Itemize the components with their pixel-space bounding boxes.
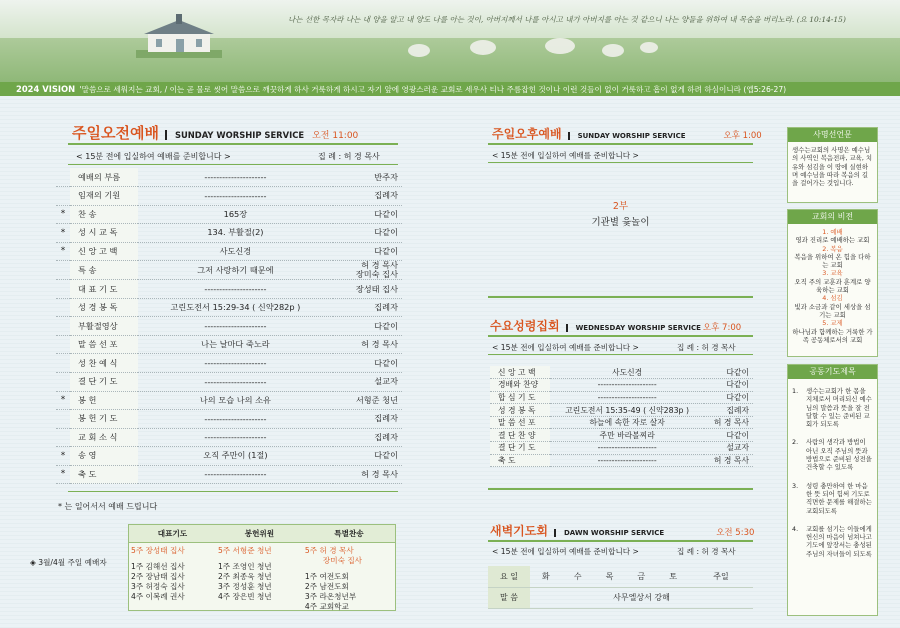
order-item: 축 도	[70, 465, 138, 484]
servant-name: 여전도회	[319, 571, 349, 581]
prayer-text: 교회를 섬기는 이들에게 헌신의 마음이 넘쳐나고 기도에 앞장서는 충성된 주님의 자녀들이 되도록	[806, 524, 872, 558]
table-row	[490, 379, 753, 392]
order-item: 찬 송	[70, 205, 138, 224]
servant-week: 1주	[217, 561, 231, 571]
table-row	[56, 187, 402, 206]
order-item: 성 경 봉 독	[70, 298, 138, 317]
standing-note: * 는 일어서서 예배 드립니다	[58, 502, 158, 511]
table-row	[490, 404, 753, 417]
order-leader: 집례자	[333, 410, 402, 429]
prayer-item	[792, 525, 873, 558]
prayer-text: 생수는교회가 한 몸을 지체로서 머리되신 예수님의 말씀과 뜻을 잘 전달할 수 있는 준비된 교회가 되도록	[806, 387, 872, 429]
sunday-order-table	[56, 168, 402, 484]
wednesday-time: 오후 7:00	[702, 323, 742, 333]
dawn-day: 화	[530, 566, 562, 587]
table-row	[56, 205, 402, 224]
servant-entry	[131, 562, 214, 572]
servants-header: 봉헌위원	[216, 525, 303, 542]
prayer-item	[792, 482, 873, 515]
table-row	[56, 447, 402, 466]
prayer-number: 3.	[792, 481, 799, 490]
standing-marker: *	[56, 224, 70, 243]
prayer-text: 성령 충만하여 한 마음 한 뜻 되어 힘써 기도로 직면한 문제를 해결하는 교회되도록	[806, 481, 872, 515]
order-leader: 다같이	[704, 366, 753, 379]
table-row	[490, 454, 753, 467]
vision-bar	[0, 82, 900, 96]
banner-verse: 나는 선한 목자라 나는 내 양을 알고 내 양도 나를 아는 것이, 아버지께서 나를 아시고 내가 아버지를 아는 것 같으니 나는 양들을 위하여 내 목숨을 버리노라. (요 10:14-15)	[288, 15, 846, 24]
table-row	[56, 298, 402, 317]
order-leader: 설교자	[333, 372, 402, 391]
order-item: 송 영	[70, 447, 138, 466]
sunday-time: 오전 11:00	[312, 131, 359, 141]
order-item: 결 단 기 도	[70, 372, 138, 391]
servant-entry	[218, 582, 301, 592]
order-leader: 다같이	[704, 391, 753, 404]
divider	[488, 335, 753, 337]
table-row	[56, 354, 402, 373]
church-illustration	[136, 14, 222, 58]
order-item: 교 회 소 식	[70, 428, 138, 447]
order-leader: 다같이	[333, 354, 402, 373]
order-leader: 서형준 청년	[333, 391, 402, 410]
standing-marker	[56, 168, 70, 187]
table-row	[490, 429, 753, 442]
order-content: 오직 주만이 (1절)	[138, 447, 333, 466]
dawn-day-label: 요 일	[488, 566, 530, 587]
afternoon-title-en: SUNDAY WORSHIP SERVICE	[568, 132, 686, 140]
standing-marker: *	[56, 205, 70, 224]
standing-marker	[56, 187, 70, 206]
order-leader: 집례자	[704, 404, 753, 417]
vision-box	[787, 209, 878, 357]
servant-week: 5주	[131, 545, 144, 555]
order-content: 그저 사랑하기 때문에	[138, 261, 333, 280]
servants-column	[303, 542, 395, 615]
order-leader-pair	[356, 261, 398, 279]
servant-name: 이복례 권사	[145, 591, 185, 601]
dawn-day: 금	[625, 566, 657, 587]
sunday-title-en: SUNDAY WORSHIP SERVICE	[165, 130, 304, 140]
wednesday-note: < 15분 전에 입실하여 예배를 준비합니다 >	[492, 343, 639, 352]
order-content: 고린도전서 15:29-34 ( 신약282p )	[138, 298, 333, 317]
order-item: 성 경 봉 독	[490, 404, 550, 417]
servant-entry	[131, 592, 214, 602]
standing-marker: *	[56, 465, 70, 484]
servant-name: 김해선 집사	[145, 561, 185, 571]
servant-week: 3주	[304, 591, 318, 601]
order-leader: 다같이	[333, 205, 402, 224]
order-leader: 허 경 목사	[333, 335, 402, 354]
order-leader: 집례자	[333, 187, 402, 206]
divider	[68, 491, 398, 492]
order-item: 봉 헌 기 도	[70, 410, 138, 429]
table-row	[56, 410, 402, 429]
servant-name: 라온청년부	[319, 591, 357, 601]
order-leader: 다같이	[333, 242, 402, 261]
order-leader-2: 장미숙 집사	[355, 269, 398, 280]
order-item: 축 도	[490, 454, 550, 467]
divider	[68, 143, 398, 145]
table-row	[56, 261, 402, 280]
divider	[488, 540, 753, 542]
order-content: 나는 날마다 죽노라	[138, 335, 333, 354]
table-row	[56, 242, 402, 261]
servant-name: 정성훈 청년	[232, 581, 272, 591]
table-row	[56, 428, 402, 447]
afternoon-event: 기관별 윷놀이	[591, 217, 650, 228]
servants-table	[129, 525, 395, 615]
order-content: 나의 모습 나의 소유	[138, 391, 333, 410]
servant-week: 4주	[131, 591, 144, 601]
dawn-word: 사무엘상서 강해	[530, 587, 753, 608]
servant-week: 2주	[217, 571, 231, 581]
order-content: ---------------------	[138, 317, 333, 336]
table-row	[490, 366, 753, 379]
vision-box-title: 교회의 비전	[788, 210, 877, 224]
wednesday-presider: 집 례 : 허 경 목사	[677, 343, 736, 352]
servant-entry	[305, 592, 393, 602]
divider	[68, 164, 398, 165]
servant-week: 5주	[217, 545, 231, 555]
order-item: 말 씀 선 포	[490, 416, 550, 429]
servant-entry	[305, 546, 393, 556]
order-content: ---------------------	[550, 391, 704, 404]
order-leader: 허 경 목사	[704, 416, 753, 429]
servant-name: 허 경 목사	[319, 545, 354, 555]
sunday-note: < 15분 전에 입실하여 예배를 준비합니다 >	[76, 152, 231, 161]
vision-number: 4. 섬김	[822, 294, 843, 303]
order-item: 경배와 찬양	[490, 379, 550, 392]
servant-entry	[305, 572, 393, 582]
order-item: 임재의 기원	[70, 187, 138, 206]
servant-entry	[305, 602, 393, 612]
order-leader-1: 허 경 목사	[361, 260, 398, 271]
servant-name: 교회학교	[319, 601, 349, 611]
afternoon-service-title	[492, 125, 762, 142]
divider	[488, 296, 753, 298]
order-leader: 다같이	[333, 224, 402, 243]
order-content: ---------------------	[138, 428, 333, 447]
order-content: ---------------------	[138, 168, 333, 187]
table-row	[56, 465, 402, 484]
dawn-presider: 집 례 : 허 경 목사	[677, 547, 736, 556]
order-content: 사도신경	[550, 366, 704, 379]
standing-marker	[56, 261, 70, 280]
servant-name: 허정숙 집사	[145, 581, 185, 591]
standing-marker: *	[56, 447, 70, 466]
servant-name: 장남태 집사	[145, 571, 185, 581]
dawn-table	[488, 566, 753, 609]
servant-entry-second: 장미숙 집사	[322, 555, 362, 565]
order-item: 특 송	[70, 261, 138, 280]
vision-number: 2. 복음	[822, 244, 843, 253]
servants-column	[129, 542, 216, 615]
order-item: 결 단 기 도	[490, 442, 550, 455]
vision-number: 1. 예배	[822, 228, 843, 236]
order-item: 합 심 기 도	[490, 391, 550, 404]
order-leader: 다같이	[333, 317, 402, 336]
standing-marker	[56, 317, 70, 336]
wednesday-order-table	[490, 366, 753, 467]
wednesday-title-en: WEDNESDAY WORSHIP SERVICE	[566, 324, 701, 332]
table-row	[490, 391, 753, 404]
order-content: 사도신경	[138, 242, 333, 261]
standing-marker	[56, 354, 70, 373]
order-item: 성 찬 예 식	[70, 354, 138, 373]
servant-week: 1주	[131, 561, 144, 571]
order-item: 결 단 찬 양	[490, 429, 550, 442]
order-content: ---------------------	[550, 442, 704, 455]
servants-table-box	[128, 524, 396, 611]
servant-week: 3주	[217, 581, 231, 591]
servant-entry	[218, 572, 301, 582]
prayer-box-title: 공동기도제목	[788, 365, 877, 379]
servant-week: 5주	[304, 545, 318, 555]
table-row	[56, 317, 402, 336]
vision-text: 오직 주의 교훈과 훈계로 양육하는 교회	[794, 277, 871, 295]
servant-entry	[131, 546, 214, 556]
dawn-note: < 15분 전에 입실하여 예배를 준비합니다 >	[492, 547, 639, 556]
wednesday-title-ko: 수요성령집회	[490, 319, 560, 333]
order-leader: 허 경 목사	[704, 454, 753, 467]
dawn-day: 토	[657, 566, 689, 587]
order-item: 부활절영상	[70, 317, 138, 336]
standing-marker: *	[56, 391, 70, 410]
dawn-time: 오전 5:30	[716, 528, 755, 538]
standing-marker	[56, 372, 70, 391]
servant-week: 4주	[304, 601, 318, 611]
servant-entry	[218, 546, 301, 556]
servant-name: 최종욱 청년	[232, 571, 272, 581]
order-item: 대 표 기 도	[70, 280, 138, 299]
order-content: ---------------------	[138, 372, 333, 391]
standing-marker	[56, 335, 70, 354]
order-leader: 다같이	[704, 379, 753, 392]
order-item: 봉 헌	[70, 391, 138, 410]
standing-marker	[56, 280, 70, 299]
servant-name: 장성태 집사	[145, 545, 185, 555]
order-content: ---------------------	[550, 379, 704, 392]
order-content: 134. 부활절(2)	[138, 224, 333, 243]
order-leader: 반주자	[333, 168, 402, 187]
order-content: 하늘에 속한 자로 살자	[550, 416, 704, 429]
servants-column	[216, 542, 303, 615]
divider	[488, 143, 753, 145]
order-item: 성 시 교 독	[70, 224, 138, 243]
servant-name: 장은빈 청년	[232, 591, 272, 601]
servant-week: 2주	[304, 581, 318, 591]
servant-entry	[131, 582, 214, 592]
vision-text: '말씀으로 세워지는 교회, / 이는 곧 물로 씻어 말씀으로 깨끗하게 하사 거룩하게 하시고 자기 앞에 영광스러운 교회로 세우사 티나 주름잡힌 것이나 이런 것들이 없이 거룩하고 흠이 없게 하려 하심이니라 (엡5:26-27)	[79, 85, 787, 94]
order-content: ---------------------	[138, 465, 333, 484]
dawn-title-en: DAWN WORSHIP SERVICE	[554, 529, 664, 537]
order-content: 고린도전서 15:35-49 ( 신약283p )	[550, 404, 704, 417]
vision-text: 복음을 위하여 온 힘을 다하는 교회	[794, 252, 871, 270]
order-leader: 장성태 집사	[333, 280, 402, 299]
standing-marker: *	[56, 242, 70, 261]
servant-entry	[131, 572, 214, 582]
prayer-item	[792, 387, 873, 428]
prayer-number: 1.	[792, 387, 799, 395]
prayer-number: 2.	[792, 438, 799, 447]
prayer-box	[787, 364, 878, 616]
order-content: 165장	[138, 205, 333, 224]
vision-number: 3. 교육	[822, 269, 843, 278]
afternoon-time: 오후 1:00	[723, 131, 762, 141]
prayer-item	[792, 438, 873, 471]
table-row	[56, 372, 402, 391]
prayer-list	[788, 379, 877, 572]
order-content: ---------------------	[138, 354, 333, 373]
order-item: 신 앙 고 백	[490, 366, 550, 379]
servants-label: ◈ 3월/4월 주일 예배자	[30, 558, 107, 567]
servant-entry	[305, 582, 393, 592]
servant-name: 조영인 청년	[232, 561, 272, 571]
dawn-day: 수	[562, 566, 594, 587]
afternoon-part: 2부	[612, 201, 629, 212]
vision-text: 영과 진리로 예배하는 교회	[795, 236, 870, 245]
servant-name: 남전도회	[319, 581, 349, 591]
order-leader	[333, 261, 402, 280]
sunday-service-title	[72, 122, 358, 143]
servant-week: 1주	[304, 571, 318, 581]
order-leader: 허 경 목사	[333, 465, 402, 484]
order-leader: 집례자	[333, 298, 402, 317]
divider	[488, 488, 753, 490]
divider	[488, 162, 753, 163]
order-leader: 설교자	[704, 442, 753, 455]
mission-box	[787, 127, 878, 203]
table-row	[56, 280, 402, 299]
prayer-text: 사람의 생각과 방법이 아닌 오직 주님의 뜻과 방법으로 준비된 성전을 건축할 수 있도록	[806, 438, 872, 472]
vision-number: 5. 교제	[822, 319, 843, 328]
dawn-day: 목	[594, 566, 626, 587]
dawn-word-label: 말 씀	[488, 587, 530, 608]
servant-entry	[218, 592, 301, 602]
order-item: 말 씀 선 포	[70, 335, 138, 354]
table-row	[490, 416, 753, 429]
dawn-service-title	[490, 522, 754, 539]
order-leader: 집례자	[333, 428, 402, 447]
table-row	[56, 224, 402, 243]
order-content: ---------------------	[138, 187, 333, 206]
table-row	[56, 168, 402, 187]
order-leader: 다같이	[704, 429, 753, 442]
order-content: ---------------------	[550, 454, 704, 467]
table-row	[490, 442, 753, 455]
order-item: 예배의 부름	[70, 168, 138, 187]
order-leader: 다같이	[333, 447, 402, 466]
mission-text: 생수는교회의 사명은 예수님의 사역인 복음전파, 교육, 치유와 섬김을 이 땅에 실현하며 예수님을 따라 복음의 길을 걸어가는 것입니다.	[792, 146, 873, 188]
servant-entry	[218, 562, 301, 572]
servant-week: 3주	[131, 581, 144, 591]
divider	[488, 354, 753, 355]
vision-list	[788, 224, 877, 348]
servant-week: 2주	[131, 571, 144, 581]
order-item: 신 앙 고 백	[70, 242, 138, 261]
wednesday-service-title	[490, 317, 741, 334]
servant-week: 4주	[217, 591, 231, 601]
vision-text: 빛과 소금과 같이 세상을 섬기는 교회	[794, 302, 871, 319]
standing-marker	[56, 410, 70, 429]
dawn-title-ko: 새벽기도회	[490, 524, 548, 538]
afternoon-title-ko: 주일오후예배	[492, 127, 562, 141]
standing-marker	[56, 428, 70, 447]
vision-label: 2024 VISION	[16, 84, 76, 94]
table-row	[56, 335, 402, 354]
order-content: 주만 바라볼찌라	[550, 429, 704, 442]
servants-header: 특별찬송	[303, 525, 395, 542]
sunday-presider: 집 례 : 허 경 목사	[318, 152, 380, 161]
header-banner	[0, 0, 900, 82]
standing-marker	[56, 298, 70, 317]
prayer-number: 4.	[792, 524, 799, 533]
vision-text: 하나님과 함께하는 거룩한 가족 공동체로서의 교회	[792, 327, 873, 344]
servants-header: 대표기도	[129, 525, 216, 542]
order-content: ---------------------	[138, 410, 333, 429]
afternoon-note: < 15분 전에 입실하여 예배를 준비합니다 >	[492, 151, 639, 160]
dawn-day: 주일	[689, 566, 753, 587]
mission-title: 사명선언문	[788, 128, 877, 142]
servant-name: 서형준 청년	[232, 545, 272, 555]
sunday-title-ko: 주일오전예배	[72, 124, 159, 142]
order-content: ---------------------	[138, 280, 333, 299]
table-row	[56, 391, 402, 410]
